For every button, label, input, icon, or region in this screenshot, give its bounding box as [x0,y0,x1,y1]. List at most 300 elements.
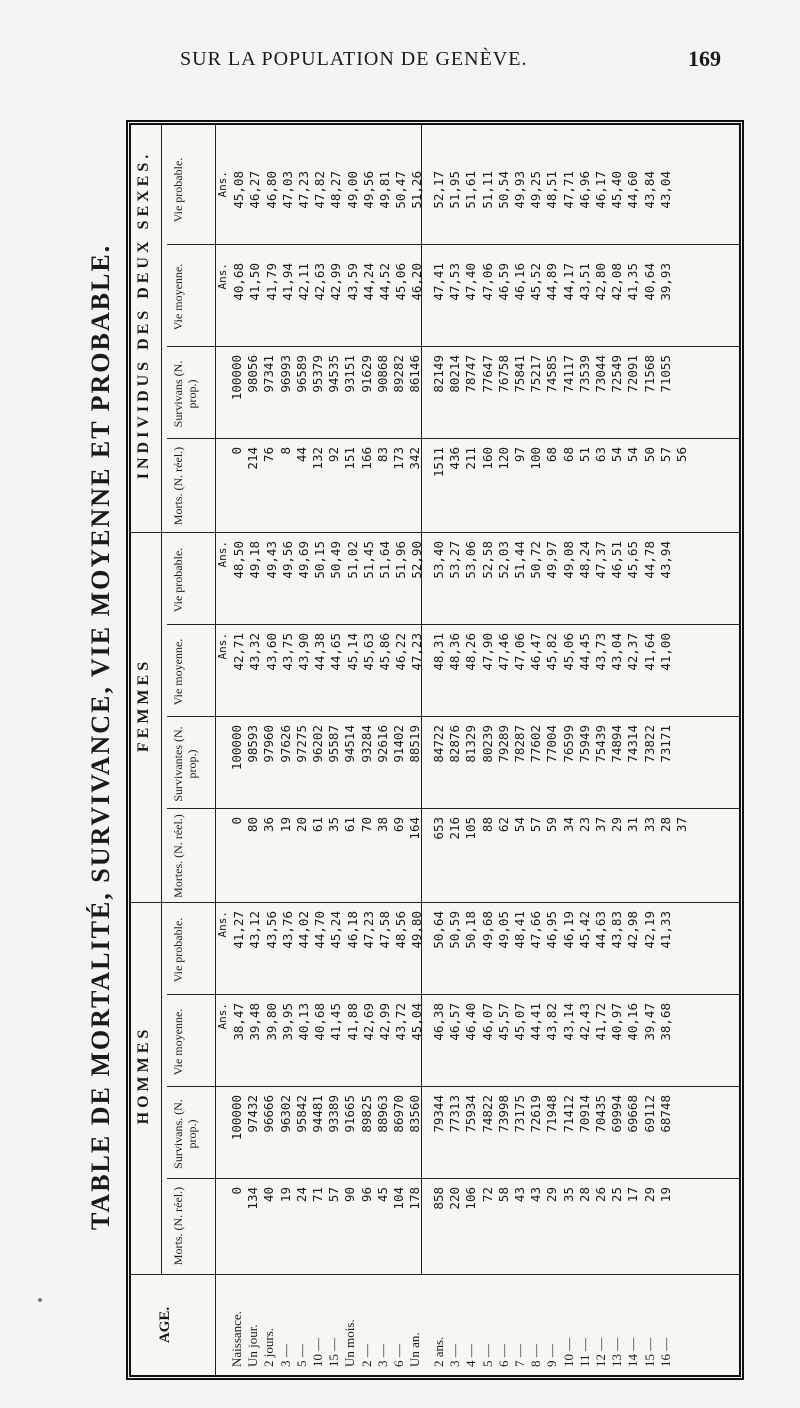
age-cell: 10 — [560,1337,576,1367]
subhead-vie-moyenne-d: Vie moyenne. [171,263,185,331]
table-cell: 29 [544,1187,560,1203]
table-cell: 39,95 [279,1003,295,1041]
table-cell: 79344 [431,1095,446,1133]
table-cell: 0 [229,817,244,825]
table-cell: 44,89 [544,263,560,301]
table-cell: 69112 [641,1095,657,1133]
table-cell: 39,93 [657,263,673,301]
group-deux-sexes: INDIVIDUS DES DEUX SEXES. [135,150,152,480]
table-cell: 96202 [310,725,326,763]
table-cell: 74822 [479,1095,495,1133]
table-cell: 70 [358,817,374,833]
table-cell: 49,08 [560,541,576,579]
table-cell: 77602 [528,725,544,763]
table-cell: 74117 [560,355,576,393]
table-cell: 82876 [447,725,463,763]
table-cell: 44,52 [377,263,393,301]
table-cell: 72619 [528,1095,544,1133]
hommes-survivans-col-2 [431,1095,674,1179]
page-number: 169 [688,46,721,71]
group-hommes: HOMMES [135,1025,152,1125]
table-cell: 48,27 [328,171,344,209]
table-cell: 44,60 [625,171,641,209]
table-cell: 95842 [293,1095,309,1133]
table-cell: 41,27 [231,911,247,949]
age-column [431,1337,674,1367]
table-cell: 46,96 [576,171,592,209]
table-cell: 49,18 [247,541,263,579]
table-cell: 42,43 [576,1003,592,1041]
table-cell: 42,37 [625,633,641,671]
hommes-vie-moyenne-col-2 [431,1003,674,1087]
table-cell: 19 [277,1187,293,1203]
table-cell: 173 [391,447,407,470]
table-cell: 76758 [495,355,511,393]
table-cell: 166 [358,447,374,470]
table-cell: 48,26 [463,633,479,671]
table-cell: 53,06 [463,541,479,579]
table-cell: 49,25 [528,171,544,209]
running-head: SUR LA POPULATION DE GENÈVE. [180,48,528,70]
table-cell: 73998 [495,1095,511,1133]
table-cell: 41,79 [263,263,279,301]
table-cell: 51,44 [512,541,528,579]
deux-survivans-col [229,355,423,439]
table-cell: 46,17 [593,171,609,209]
subhead-vie-probable-d: Vie probable. [171,157,185,223]
table-cell: 48,41 [512,911,528,949]
table-cell: 47,37 [593,541,609,579]
age-cell: Un mois. [342,1319,358,1367]
age-cell: 6 — [495,1344,511,1367]
table-cell: 53,40 [431,541,446,579]
table-cell: 44 [293,447,309,463]
table-cell: 44,38 [312,633,328,671]
table-cell: 90 [342,1187,358,1203]
table-cell: 96589 [293,355,309,393]
table-cell: 50,59 [447,911,463,949]
table-cell: 132 [310,447,326,470]
table-cell: 45,08 [231,171,247,209]
table-cell: 88963 [374,1095,390,1133]
table-cell: 49,56 [279,541,295,579]
table-cell: 43,83 [609,911,625,949]
table-cell: 58 [495,1187,511,1203]
table-cell: 98056 [245,355,261,393]
table-cell: 106 [463,1187,479,1210]
table-cell: 50,47 [393,171,409,209]
table-cell: 40,68 [231,263,247,301]
age-cell: 12 — [593,1337,609,1367]
table-cell: 49,80 [409,911,425,949]
table-cell: 178 [407,1187,423,1210]
table-cell: 47,23 [409,633,425,671]
table-cell: 72091 [625,355,641,393]
age-cell: 5 — [479,1344,495,1367]
table-cell: 42,98 [625,911,641,949]
table-cell: 62 [495,817,511,833]
table-cell: 47,71 [560,171,576,209]
table-cell: 41,88 [344,1003,360,1041]
table-cell: 0 [229,447,244,455]
table-cell: 49,00 [344,171,360,209]
table-cell: 47,41 [431,263,446,301]
table-cell: 42,63 [312,263,328,301]
table-cell: 37 [674,817,690,833]
table-cell: 46,20 [409,263,425,301]
table-cell: 43,59 [344,263,360,301]
table-cell: 50,54 [495,171,511,209]
unit-label: Ans. [216,171,229,198]
table-cell: 47,06 [479,263,495,301]
table-cell: 45,06 [560,633,576,671]
table-cell: 45,52 [528,263,544,301]
hommes-survivans-col [229,1095,423,1179]
table-cell: 43 [528,1187,544,1203]
table-cell: 36 [261,817,277,833]
table-cell: 41,94 [279,263,295,301]
table-cell: 57 [657,447,673,463]
table-cell: 50,72 [528,541,544,579]
table-cell: 80239 [479,725,495,763]
table-cell: 45,06 [393,263,409,301]
table-cell: 54 [625,447,641,463]
table-cell: 858 [431,1187,446,1210]
table-cell: 46,38 [431,1003,446,1041]
table-cell: 100 [528,447,544,470]
table-cell: 70435 [593,1095,609,1133]
table-cell: 68 [560,447,576,463]
subhead-survivans-d: Survivans (N. prop.) [171,360,199,428]
subhead-vie-probable-h: Vie probable. [171,917,185,983]
table-cell: 97 [512,447,528,463]
table-cell: 40 [261,1187,277,1203]
table-cell: 43,72 [393,1003,409,1041]
table-cell: 38,47 [231,1003,247,1041]
table-cell: 47,66 [528,911,544,949]
table-cell: 49,93 [512,171,528,209]
table-cell: 97275 [293,725,309,763]
table-cell: 44,78 [641,541,657,579]
table-cell: 47,46 [495,633,511,671]
femmes-vie-probable-col-2 [431,541,674,625]
table-cell: 92616 [374,725,390,763]
table-cell: 75934 [463,1095,479,1133]
table-cell: 42,08 [609,263,625,301]
table-cell: 93284 [358,725,374,763]
table-cell: 61 [310,817,326,833]
table-cell: 37 [593,817,609,833]
row-rule [161,125,162,1275]
table-cell: 96 [358,1187,374,1203]
table-cell: 74585 [544,355,560,393]
table-cell: 100000 [229,1095,244,1141]
table-cell: 43,76 [279,911,295,949]
table-cell: 35 [560,1187,576,1203]
table-cell: 54 [609,447,625,463]
table-cell: 1511 [431,447,446,478]
femmes-morts-col [229,817,423,901]
table-title: TABLE DE MORTALITÉ, SURVIVANCE, VIE MOYENNE ET PROBABLE. [86,243,115,1230]
table-cell: 83560 [407,1095,423,1133]
table-cell: 100000 [229,355,244,401]
table-cell: 39,48 [247,1003,263,1041]
table-cell: 48,51 [544,171,560,209]
table-cell: 48,50 [231,541,247,579]
table-cell: 43,90 [296,633,312,671]
table-cell: 35 [326,817,342,833]
table-cell: 52,90 [409,541,425,579]
subhead-mortes-f: Mortes. (N. réel.) [171,814,185,898]
table-cell: 75217 [528,355,544,393]
table-cell: 44,45 [576,633,592,671]
femmes-morts-col-2 [431,817,690,901]
table-cell: 29 [609,817,625,833]
age-cell: 3 — [277,1344,293,1367]
table-cell: 44,70 [312,911,328,949]
table-cell: 46,40 [463,1003,479,1041]
table-cell: 0 [229,1187,244,1195]
table-cell: 52,17 [431,171,446,209]
table-cell: 42,99 [377,1003,393,1041]
table-cell: 42,80 [593,263,609,301]
column-rule [131,532,739,533]
table-cell: 17 [625,1187,641,1203]
table-cell: 33 [641,817,657,833]
table-cell: 43 [512,1187,528,1203]
table-cell: 23 [576,817,592,833]
group-femmes: FEMMES [135,657,152,753]
table-cell: 44,02 [296,911,312,949]
table-cell: 50,49 [328,541,344,579]
table-cell: 120 [495,447,511,470]
age-cell: 15 — [326,1337,342,1367]
table-cell: 39,47 [641,1003,657,1041]
table-cell: 49,43 [263,541,279,579]
table-cell: 24 [293,1187,309,1203]
table-cell: 39,80 [263,1003,279,1041]
age-cell: 2 jours. [261,1328,277,1367]
table-cell: 29 [641,1187,657,1203]
table-cell: 78287 [512,725,528,763]
table-cell: 216 [447,817,463,840]
age-cell: Un an. [407,1332,423,1367]
table-cell: 342 [407,447,423,470]
table-cell: 76599 [560,725,576,763]
subhead-vie-moyenne-f: Vie moyenne. [171,638,185,706]
table-cell: 92 [326,447,342,463]
table-cell: 50,18 [463,911,479,949]
age-cell: 4 — [463,1344,479,1367]
table-cell: 53,27 [447,541,463,579]
femmes-vie-probable-col [216,541,426,625]
table-cell: 47,40 [463,263,479,301]
table-cell: 40,64 [641,263,657,301]
table-cell: 94481 [310,1095,326,1133]
table-cell: 653 [431,817,446,840]
table-cell: 46,47 [528,633,544,671]
table-cell: 50 [641,447,657,463]
table-cell: 46,16 [512,263,528,301]
table-cell: 41,33 [657,911,673,949]
table-cell: 96302 [277,1095,293,1133]
table-cell: 45,04 [409,1003,425,1041]
table-cell: 51,11 [479,171,495,209]
table-cell: 49,68 [479,911,495,949]
table-cell: 45,24 [328,911,344,949]
rotated-table [86,120,746,1380]
table-cell: 76 [261,447,277,463]
table-cell: 59 [544,817,560,833]
table-cell: 38 [374,817,390,833]
table-cell: 54 [512,817,528,833]
table-cell: 42,19 [641,911,657,949]
table-cell: 68748 [657,1095,673,1133]
table-cell: 86146 [407,355,423,393]
table-cell: 71948 [544,1095,560,1133]
subhead-morts-d: Morts. (N. réel.) [171,446,185,526]
table-cell: 44,63 [593,911,609,949]
table-cell: 45,86 [377,633,393,671]
table-cell: 19 [657,1187,673,1203]
table-cell: 43,12 [247,911,263,949]
table-cell: 49,81 [377,171,393,209]
table-cell: 8 [277,447,293,455]
table-cell: 43,32 [247,633,263,671]
age-cell: 15 — [641,1337,657,1367]
table-cell: 45,82 [544,633,560,671]
table-cell: 43,14 [560,1003,576,1041]
table-cell: 43,04 [609,633,625,671]
table-cell: 42,69 [360,1003,376,1041]
age-cell: 14 — [625,1337,641,1367]
table-cell: 134 [245,1187,261,1210]
age-cell: 7 — [512,1344,528,1367]
table-cell: 71412 [560,1095,576,1133]
table-cell: 68 [544,447,560,463]
table-cell: 73822 [641,725,657,763]
subhead-vie-moyenne-h: Vie moyenne. [171,1008,185,1076]
table-cell: 52,58 [479,541,495,579]
column-rule [131,902,739,903]
table-cell: 46,07 [479,1003,495,1041]
table-cell: 42,11 [296,263,312,301]
hommes-vie-probable-col [216,911,426,995]
table-cell: 164 [407,817,423,840]
table-cell: 82149 [431,355,446,393]
age-cell: 2 — [358,1344,374,1367]
table-cell: 98593 [245,725,261,763]
table-cell: 46,51 [609,541,625,579]
table-cell: 47,03 [279,171,295,209]
table-cell: 44,65 [328,633,344,671]
table-cell: 47,58 [377,911,393,949]
deux-vie-moyenne-col [216,263,426,347]
table-cell: 28 [576,1187,592,1203]
age-cell: 3 — [447,1344,463,1367]
subhead-vie-probable-f: Vie probable. [171,547,185,613]
table-cell: 81329 [463,725,479,763]
age-header: AGE. [157,1306,173,1344]
deux-morts-col [229,447,423,531]
table-cell: 63 [593,447,609,463]
table-cell: 49,56 [360,171,376,209]
table-cell: 44,41 [528,1003,544,1041]
table-cell: 57 [326,1187,342,1203]
table-cell: 50,15 [312,541,328,579]
deux-vie-probable-col [216,171,426,255]
table-cell: 88519 [407,725,423,763]
table-cell: 25 [609,1187,625,1203]
table-cell: 28 [657,817,673,833]
table-cell: 51,95 [447,171,463,209]
margin-mark [38,1298,42,1302]
table-cell: 45 [374,1187,390,1203]
table-cell: 40,13 [296,1003,312,1041]
table-cell: 88 [479,817,495,833]
table-cell: 100000 [229,725,244,771]
table-cell: 20 [293,817,309,833]
table-cell: 44,24 [360,263,376,301]
table-cell: 77004 [544,725,560,763]
table-cell: 19 [277,817,293,833]
table-cell: 75841 [512,355,528,393]
hommes-vie-probable-col-2 [431,911,674,995]
deux-vie-moyenne-col-2 [431,263,674,347]
table-cell: 45,63 [360,633,376,671]
table-cell: 83 [374,447,390,463]
table-cell: 49,97 [544,541,560,579]
table-cell: 220 [447,1187,463,1210]
age-cell: 3 — [374,1344,390,1367]
table-cell: 97341 [261,355,277,393]
table-cell: 26 [593,1187,609,1203]
deux-vie-probable-col-2 [431,171,674,255]
table-cell: 41,72 [593,1003,609,1041]
table-cell: 73539 [576,355,592,393]
unit-label: Ans. [216,1003,229,1030]
table-cell: 75949 [576,725,592,763]
table-cell: 41,35 [625,263,641,301]
table-cell: 43,73 [593,633,609,671]
age-cell: Naissance. [229,1311,244,1367]
table-cell: 90868 [374,355,390,393]
table-cell: 57 [528,817,544,833]
table-cell: 93389 [326,1095,342,1133]
table-cell: 46,27 [247,171,263,209]
table-cell: 46,18 [344,911,360,949]
table-cell: 46,59 [495,263,511,301]
table-cell: 94514 [342,725,358,763]
table-cell: 41,45 [328,1003,344,1041]
age-column [229,1311,423,1367]
table-cell: 96993 [277,355,293,393]
hommes-morts-col [229,1187,423,1271]
table-cell: 47,90 [479,633,495,671]
table-cell: 89282 [391,355,407,393]
table-cell: 69 [391,817,407,833]
table-cell: 94535 [326,355,342,393]
table-cell: 40,68 [312,1003,328,1041]
table-cell: 214 [245,447,261,470]
table-cell: 95379 [310,355,326,393]
table-cell: 51,64 [377,541,393,579]
table-cell: 45,14 [344,633,360,671]
table-cell: 51,26 [409,171,425,209]
table-cell: 84722 [431,725,446,763]
table-cell: 47,23 [360,911,376,949]
subhead-survivans-h: Survivans. (N. prop.) [171,1099,199,1169]
